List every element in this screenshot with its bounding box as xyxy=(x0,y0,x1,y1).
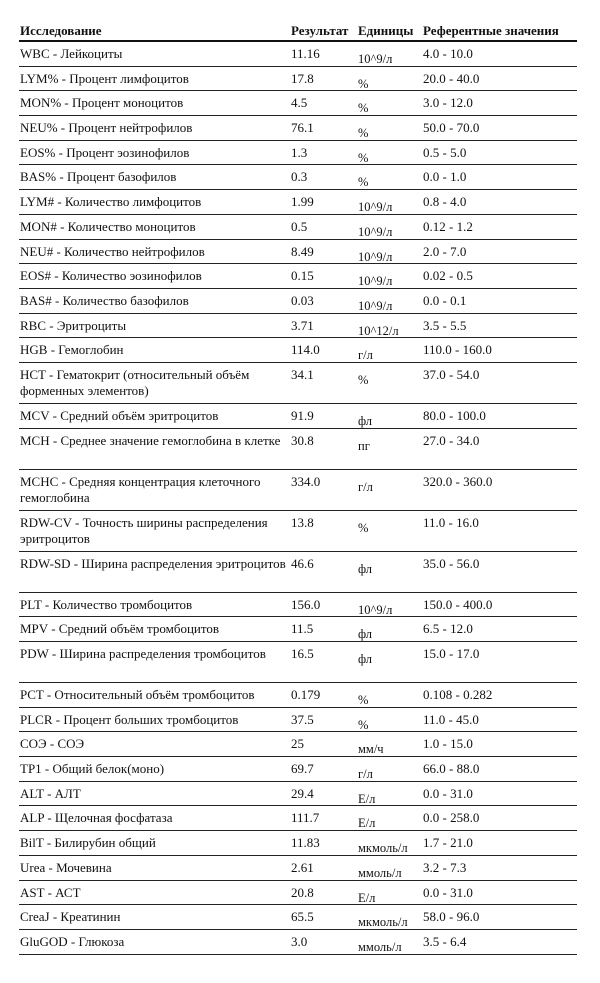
result-cell: 91.9 xyxy=(291,407,314,423)
test-name-cell: BAS% - Процент базофилов xyxy=(20,169,177,185)
unit-cell: Е/л xyxy=(358,890,376,905)
unit-cell: г/л xyxy=(358,348,373,363)
reference-cell: 0.5 - 5.0 xyxy=(423,144,467,160)
header-unit: Единицы xyxy=(358,23,414,38)
test-name-cell: ALP - Щелочная фосфатаза xyxy=(20,810,173,826)
test-name-cell: CreaJ - Креатинин xyxy=(20,909,121,925)
result-cell: 37.5 xyxy=(291,711,314,727)
table-row xyxy=(19,91,577,116)
table-row xyxy=(19,732,577,757)
unit-cell: 10^9/л xyxy=(358,274,393,289)
reference-cell: 110.0 - 160.0 xyxy=(423,342,492,358)
test-name-cell: NEU# - Количество нейтрофилов xyxy=(20,243,205,259)
table-row xyxy=(19,511,577,552)
test-name-cell: AST - АСТ xyxy=(20,884,81,900)
unit-cell: 10^9/л xyxy=(358,249,393,264)
table-header xyxy=(19,22,577,42)
table-row xyxy=(19,905,577,930)
unit-cell: мкмоль/л xyxy=(358,915,408,930)
result-cell: 13.8 xyxy=(291,514,314,530)
table-row xyxy=(19,42,577,67)
table-row xyxy=(19,683,577,708)
test-name-cell: LYM# - Количество лимфоцитов xyxy=(20,194,202,210)
reference-cell: 3.2 - 7.3 xyxy=(423,859,467,875)
test-name-cell: HCT - Гематокрит (относительный объём форменных элементов) xyxy=(20,366,250,398)
unit-cell: 10^9/л xyxy=(358,298,393,313)
unit-cell: ммоль/л xyxy=(358,865,402,880)
test-name-cell: BilT - Билирубин общий xyxy=(20,835,156,851)
reference-cell: 15.0 - 17.0 xyxy=(423,646,480,661)
test-name-cell: MON# - Количество моноцитов xyxy=(20,218,196,234)
test-name-cell: LYM% - Процент лимфоцитов xyxy=(20,70,189,86)
test-name-cell: MCHC - Средняя концентрация клеточного гемоглобина xyxy=(20,473,261,505)
reference-cell: 150.0 - 400.0 xyxy=(423,596,493,612)
unit-cell: пг xyxy=(358,438,370,453)
result-cell: 0.15 xyxy=(291,268,314,284)
result-cell: 20.8 xyxy=(291,884,314,900)
result-cell: 34.1 xyxy=(291,366,314,382)
result-cell: 3.71 xyxy=(291,317,314,333)
result-cell: 30.8 xyxy=(291,432,314,448)
result-cell: 0.03 xyxy=(291,292,314,308)
lab-results-table xyxy=(19,22,577,955)
test-name-cell: WBC - Лейкоциты xyxy=(20,46,123,61)
table-row xyxy=(19,116,577,141)
table-row xyxy=(19,856,577,881)
table-row xyxy=(19,215,577,240)
unit-cell: % xyxy=(358,101,369,116)
table-row xyxy=(19,429,577,470)
test-name-cell: EOS% - Процент эозинофилов xyxy=(20,144,190,160)
result-cell: 8.49 xyxy=(291,243,314,259)
table-row xyxy=(19,289,577,314)
reference-cell: 35.0 - 56.0 xyxy=(423,555,480,571)
table-row xyxy=(19,881,577,906)
unit-cell: мкмоль/л xyxy=(358,841,408,856)
result-cell: 17.8 xyxy=(291,70,314,86)
result-cell: 156.0 xyxy=(291,596,321,612)
reference-cell: 11.0 - 45.0 xyxy=(423,711,479,727)
result-cell: 69.7 xyxy=(291,761,314,777)
reference-cell: 0.8 - 4.0 xyxy=(423,194,467,210)
table-body xyxy=(19,42,577,955)
result-cell: 111.7 xyxy=(291,810,320,826)
result-cell: 2.61 xyxy=(291,859,314,875)
table-row xyxy=(19,264,577,289)
unit-cell: % xyxy=(358,150,369,165)
result-cell: 1.3 xyxy=(291,144,308,160)
table-row xyxy=(19,240,577,265)
test-name-cell: Urea - Мочевина xyxy=(20,859,112,875)
reference-cell: 20.0 - 40.0 xyxy=(423,70,480,86)
reference-cell: 27.0 - 34.0 xyxy=(423,432,480,448)
result-cell: 16.5 xyxy=(291,646,314,661)
result-cell: 25 xyxy=(291,736,304,752)
test-name-cell: ALT - АЛТ xyxy=(20,785,81,801)
reference-cell: 1.0 - 15.0 xyxy=(423,736,473,752)
result-cell: 76.1 xyxy=(291,120,314,136)
unit-cell: фл xyxy=(358,413,373,428)
reference-cell: 37.0 - 54.0 xyxy=(423,366,480,382)
table-row xyxy=(19,617,577,642)
result-cell: 334.0 xyxy=(291,473,321,489)
unit-cell: г/л xyxy=(358,479,373,494)
test-name-cell: HGB - Гемоглобин xyxy=(20,342,124,358)
reference-cell: 0.108 - 0.282 xyxy=(423,687,493,702)
unit-cell: % xyxy=(358,717,369,732)
header-reference: Референтные значения xyxy=(423,23,559,38)
table-row xyxy=(19,363,577,404)
test-name-cell: BAS# - Количество базофилов xyxy=(20,292,189,308)
table-row xyxy=(19,165,577,190)
unit-cell: % xyxy=(358,76,369,91)
test-name-cell: EOS# - Количество эозинофилов xyxy=(20,268,202,284)
test-name-cell: GluGOD - Глюкоза xyxy=(20,933,125,949)
table-row xyxy=(19,930,577,955)
reference-cell: 58.0 - 96.0 xyxy=(423,909,480,925)
test-name-cell: RDW-CV - Точность ширины распределения эритроцитов xyxy=(20,514,268,546)
unit-cell: 10^9/л xyxy=(358,52,393,66)
table-row xyxy=(19,552,577,593)
table-row xyxy=(19,593,577,618)
reference-cell: 6.5 - 12.0 xyxy=(423,621,473,637)
table-row xyxy=(19,642,577,683)
reference-cell: 1.7 - 21.0 xyxy=(423,835,473,851)
table-row xyxy=(19,782,577,807)
result-cell: 1.99 xyxy=(291,194,314,210)
reference-cell: 0.02 - 0.5 xyxy=(423,268,473,284)
reference-cell: 0.0 - 31.0 xyxy=(423,884,473,900)
test-name-cell: PLCR - Процент больших тромбоцитов xyxy=(20,711,239,727)
reference-cell: 0.0 - 1.0 xyxy=(423,169,467,185)
table-row xyxy=(19,806,577,831)
unit-cell: 10^12/л xyxy=(358,323,399,338)
reference-cell: 2.0 - 7.0 xyxy=(423,243,467,259)
unit-cell: фл xyxy=(358,652,373,666)
result-cell: 0.179 xyxy=(291,687,321,702)
table-row xyxy=(19,404,577,429)
test-name-cell: MON% - Процент моноцитов xyxy=(20,95,184,111)
result-cell: 114.0 xyxy=(291,342,320,358)
unit-cell: г/л xyxy=(358,767,373,782)
result-cell: 11.5 xyxy=(291,621,314,637)
unit-cell: % xyxy=(358,693,369,707)
test-name-cell: PCT - Относительный объём тромбоцитов xyxy=(20,687,255,702)
reference-cell: 50.0 - 70.0 xyxy=(423,120,480,136)
table-row xyxy=(19,141,577,166)
unit-cell: мм/ч xyxy=(358,742,384,757)
reference-cell: 0.0 - 31.0 xyxy=(423,785,473,801)
unit-cell: ммоль/л xyxy=(358,939,402,954)
table-row xyxy=(19,338,577,363)
result-cell: 11.83 xyxy=(291,835,320,851)
reference-cell: 4.0 - 10.0 xyxy=(423,46,473,61)
table-row xyxy=(19,831,577,856)
test-name-cell: СОЭ - СОЭ xyxy=(20,736,85,752)
test-name-cell: PDW - Ширина распределения тромбоцитов xyxy=(20,646,266,661)
reference-cell: 11.0 - 16.0 xyxy=(423,514,479,530)
test-name-cell: TP1 - Общий белок(моно) xyxy=(20,761,165,777)
unit-cell: 10^9/л xyxy=(358,200,393,215)
test-name-cell: NEU% - Процент нейтрофилов xyxy=(20,120,193,136)
reference-cell: 3.5 - 6.4 xyxy=(423,933,467,949)
result-cell: 65.5 xyxy=(291,909,314,925)
table-row xyxy=(19,67,577,92)
test-name-cell: RBC - Эритроциты xyxy=(20,317,127,333)
unit-cell: 10^9/л xyxy=(358,224,393,239)
test-name-cell: PLT - Количество тромбоцитов xyxy=(20,596,193,612)
result-cell: 0.5 xyxy=(291,218,308,234)
result-cell: 0.3 xyxy=(291,169,308,185)
result-cell: 11.16 xyxy=(291,46,320,61)
test-name-cell: RDW-SD - Ширина распределения эритроцитов xyxy=(20,555,286,571)
unit-cell: % xyxy=(358,520,369,535)
table-row xyxy=(19,757,577,782)
unit-cell: % xyxy=(358,126,369,141)
test-name-cell: MPV - Средний объём тромбоцитов xyxy=(20,621,220,637)
unit-cell: % xyxy=(358,175,369,190)
reference-cell: 0.0 - 0.1 xyxy=(423,292,467,308)
header-result: Результат xyxy=(291,23,349,38)
reference-cell: 66.0 - 88.0 xyxy=(423,761,480,777)
test-name-cell: MCH - Среднее значение гемоглобина в клетке xyxy=(20,432,281,448)
unit-cell: 10^9/л xyxy=(358,602,393,617)
reference-cell: 0.0 - 258.0 xyxy=(423,810,480,826)
unit-cell: % xyxy=(358,372,369,387)
unit-cell: Е/л xyxy=(358,816,376,831)
reference-cell: 0.12 - 1.2 xyxy=(423,218,473,234)
reference-cell: 3.0 - 12.0 xyxy=(423,95,473,111)
result-cell: 29.4 xyxy=(291,785,314,801)
unit-cell: фл xyxy=(358,561,373,576)
table-row xyxy=(19,190,577,215)
table-row xyxy=(19,708,577,733)
unit-cell: фл xyxy=(358,627,373,642)
reference-cell: 320.0 - 360.0 xyxy=(423,473,493,489)
unit-cell: Е/л xyxy=(358,791,376,806)
result-cell: 4.5 xyxy=(291,95,308,111)
table-row xyxy=(19,470,577,511)
reference-cell: 3.5 - 5.5 xyxy=(423,317,467,333)
result-cell: 3.0 xyxy=(291,933,308,949)
result-cell: 46.6 xyxy=(291,555,314,571)
test-name-cell: MCV - Средний объём эритроцитов xyxy=(20,407,219,423)
table-row xyxy=(19,314,577,339)
header-test-name: Исследование xyxy=(20,23,102,38)
reference-cell: 80.0 - 100.0 xyxy=(423,407,486,423)
